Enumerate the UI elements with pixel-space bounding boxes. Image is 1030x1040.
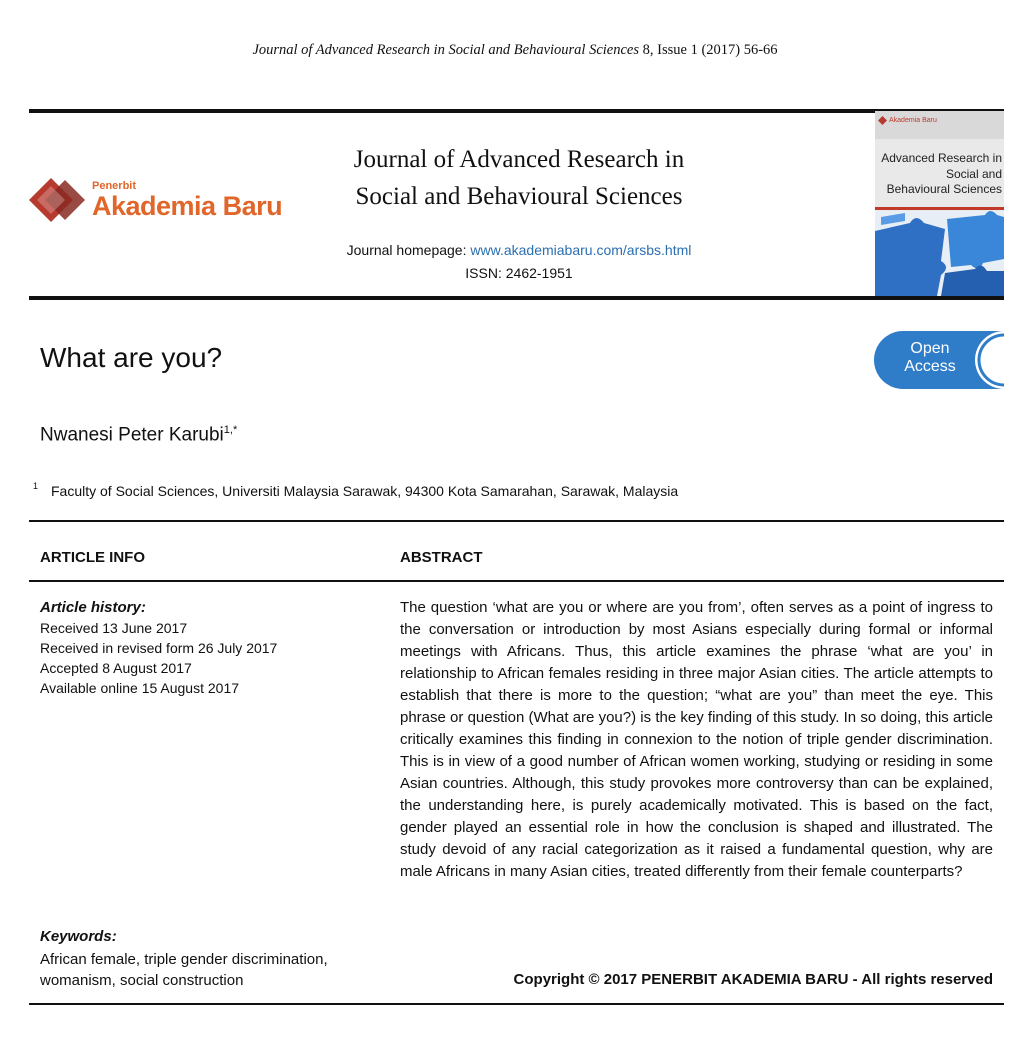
cover-brand: Akademia Baru bbox=[889, 117, 937, 124]
running-header-journal: Journal of Advanced Research in Social and Behavioural Sciences bbox=[252, 42, 640, 58]
abstract-heading: ABSTRACT bbox=[400, 549, 483, 566]
abstract-text: The question ‘what are you or where are you from’, often serves as a point of ingress to the conversation or introduction by most Asians especially during formal or informal meetings with Africans. Thus, this article examines the phrase ‘what are you’ in relationship to African females residing in three major Asian cities. The article attempts to establish that there is more to the question; “what are you” than meet the eye. This phrase or question (What are you?) is the key finding of this study. In so doing, this article critically examines this finding in connexion to the notion of triple gender discrimination. This is in view of a good number of African women working, studying or residing in some Asian countries. Although, this study provokes more controversy than can be explained, the understanding here, is purely academically motivated. This is based on the fact, gender played an essential role in how the conclusion is shaped and illustrated. The study devoid of any racial categorization as it raised a fundamental question, why are male Africans in many Asian cities, treated differently from their female counterparts? bbox=[400, 599, 993, 880]
running-header bbox=[0, 42, 1030, 59]
info-bottom-rule bbox=[29, 1003, 1004, 1005]
author-text: Nwanesi Peter Karubi bbox=[40, 424, 224, 446]
revised-date: Received in revised form 26 July 2017 bbox=[40, 640, 278, 656]
running-header-issue: 8, Issue 1 (2017) 56-66 bbox=[639, 42, 778, 58]
open-access-line1: Open bbox=[910, 340, 950, 357]
cover-title bbox=[877, 151, 1002, 198]
accepted-date: Accepted 8 August 2017 bbox=[40, 660, 192, 676]
homepage-label: Journal homepage: bbox=[346, 242, 471, 258]
received-date: Received 13 June 2017 bbox=[40, 620, 188, 636]
penerbit-logo-icon bbox=[27, 175, 91, 225]
affiliation-number: 1 bbox=[33, 481, 39, 491]
open-access-badge bbox=[874, 331, 1004, 389]
article-info-heading: ARTICLE INFO bbox=[40, 549, 145, 566]
article-title: What are you? bbox=[40, 342, 223, 373]
cover-logo-icon bbox=[878, 116, 888, 125]
masthead-top-rule bbox=[29, 109, 1004, 113]
issn: ISSN: 2462-1951 bbox=[465, 265, 573, 281]
affiliation: Faculty of Social Sciences, Universiti Malaysia Sarawak, 94300 Kota Samarahan, Sarawak, Malaysia bbox=[51, 483, 679, 499]
keywords-text: African female, triple gender discrimination, womanism, social construction bbox=[40, 951, 328, 989]
journal-homepage bbox=[300, 242, 738, 258]
journal-title bbox=[300, 141, 738, 215]
cover-title-line3: Behavioural Sciences bbox=[886, 182, 1002, 196]
open-access-text bbox=[874, 340, 986, 376]
keywords-label: Keywords: bbox=[40, 928, 117, 945]
cover-title-line2: Social and bbox=[945, 166, 1002, 181]
homepage-link[interactable]: www.akademiabaru.com/arsbs.html bbox=[470, 242, 692, 258]
info-top-rule bbox=[29, 520, 1004, 522]
online-date: Available online 15 August 2017 bbox=[40, 680, 240, 696]
cover-title-line1: Advanced Research in bbox=[881, 151, 1002, 165]
puzzle-image bbox=[875, 211, 1004, 296]
logo-small-text: Penerbit bbox=[92, 180, 137, 192]
info-mid-rule bbox=[29, 580, 1004, 582]
journal-cover bbox=[875, 111, 1004, 296]
journal-title-line1: Journal of Advanced Research in bbox=[353, 146, 685, 173]
article-history bbox=[40, 598, 277, 698]
open-access-line2: Access bbox=[904, 358, 956, 375]
author-superscript: 1,* bbox=[223, 424, 238, 436]
article-history-label: Article history: bbox=[40, 599, 146, 616]
copyright-notice: Copyright © 2017 PENERBIT AKADEMIA BARU - All rights reserved bbox=[513, 971, 993, 988]
logo-big-text: Akademia Baru bbox=[92, 191, 283, 221]
masthead-bottom-rule bbox=[29, 296, 1004, 300]
journal-title-line2: Social and Behavioural Sciences bbox=[355, 183, 683, 210]
author-name bbox=[40, 424, 237, 446]
